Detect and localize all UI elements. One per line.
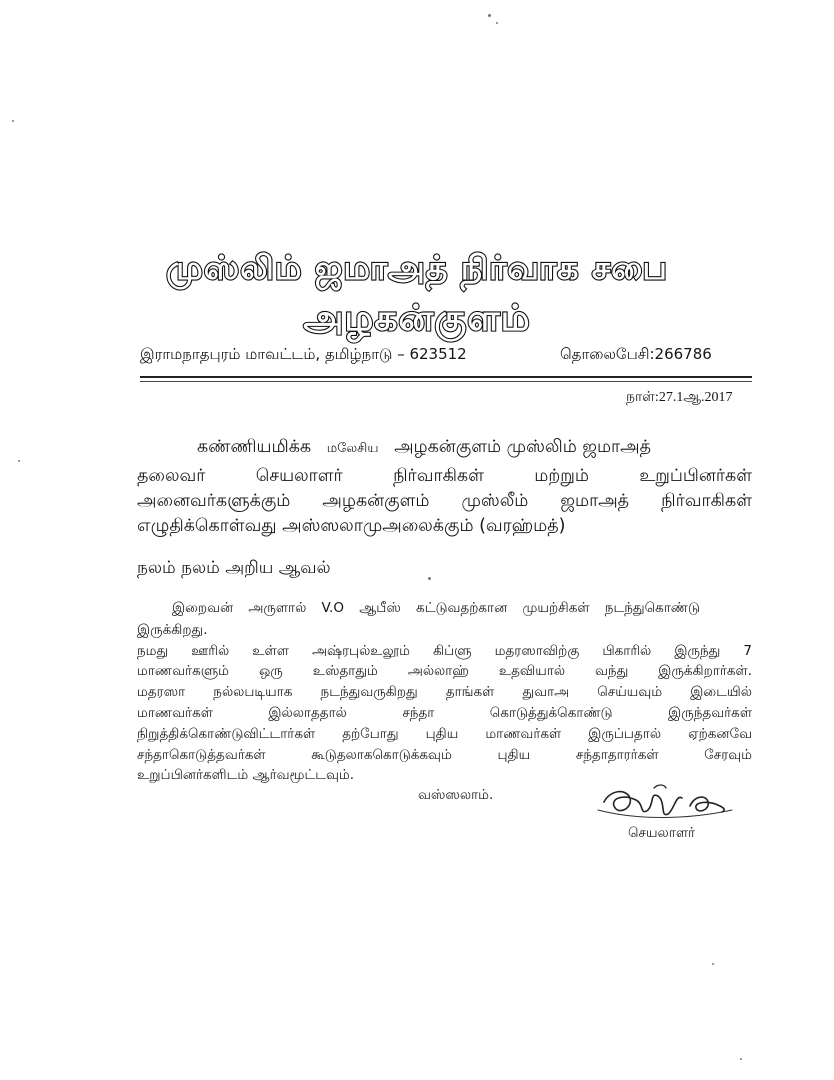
salutation-country: மலேசிய: [326, 441, 379, 456]
letterhead-place: அழகன்குளம்: [303, 298, 531, 339]
body-line-7: நிறுத்திக்கொண்டுவிட்டார்கள் தற்போது புதிய மாணவர்கள் இருப்பதால் ஏற்கனவே: [137, 726, 752, 742]
signature: [596, 780, 736, 830]
salutation-org: அழகன்குளம் முஸ்லிம் ஜமாஅத்: [394, 437, 652, 457]
salutation-line-4: எழுதிக்கொள்வது அஸ்ஸலாமுஅலைக்கும் (வரஹ்மத்): [137, 516, 566, 536]
body-line-6: மாணவர்கள் இல்லாததால் சந்தா கொடுத்துக்கொண்டு இருந்தவர்கள்: [137, 705, 752, 721]
scan-speck: [488, 14, 491, 17]
salutation-line-3: அனைவர்களுக்கும் அழகன்குளம் முஸ்லீம் ஜமாஅத் நிர்வாகிகள்: [137, 491, 752, 511]
scan-speck: [496, 22, 498, 24]
body-line-9: உறுப்பினர்களிடம் ஆர்வமூட்டவும்.: [137, 767, 355, 783]
scan-speck: [428, 577, 431, 580]
salutation-line-2: தலைவர் செயலாளர் நிர்வாகிகள் மற்றும் உறுப்பினர்கள்: [137, 466, 752, 486]
salutation-honorific: கண்ணியமிக்க: [197, 437, 312, 457]
header-divider: [140, 376, 752, 378]
letterhead-address: இராமநாதபுரம் மாவட்டம், தமிழ்நாடு – 623512: [140, 345, 467, 363]
letter-date: நாள்:27.1ஆ.2017: [626, 390, 733, 405]
letterhead-title: முஸ்லிம் ஜமாஅத் நிர்வாக சபை: [166, 248, 668, 287]
body-line-3: நமது ஊரில் உள்ள அஷ்ரபுல்உலூம் கிப்ளு மதரஸாவிற்கு பிகாரில் இருந்து 7: [137, 643, 752, 659]
body-line-2: இருக்கிறது.: [137, 622, 208, 638]
scan-speck: [18, 460, 20, 462]
greeting: நலம் நலம் அறிய ஆவல்: [137, 558, 331, 578]
closing: வஸ்ஸலாம்.: [418, 787, 494, 803]
salutation-line-1: [197, 437, 651, 459]
body-line-4: மாணவர்களும் ஒரு உஸ்தாதும் அல்லாஹ் உதவியால் வந்து இருக்கிறார்கள்.: [137, 663, 752, 679]
header-divider-thin: [140, 381, 752, 382]
body-line-8: சந்தாகொடுத்தவர்கள் கூடுதலாககொடுக்கவும் புதிய சந்தாதாரர்கள் சேரவும்: [137, 747, 752, 763]
body-line-5: மதரஸா நல்லபடியாக நடந்துவருகிறது தாங்கள் துவாஅ செய்யவும் இடையில்: [137, 684, 752, 700]
signatory-title: செயலாளர்: [628, 825, 696, 841]
scan-speck: [712, 963, 714, 965]
scan-speck: [740, 1058, 742, 1060]
scan-speck: [12, 120, 14, 122]
letterhead-phone: தொலைபேசி:266786: [560, 345, 712, 363]
body-line-1: இறைவன் அருளால் V.O ஆபீஸ் கட்டுவதற்கான முயற்சிகள் நடந்துகொண்டு: [172, 600, 700, 616]
